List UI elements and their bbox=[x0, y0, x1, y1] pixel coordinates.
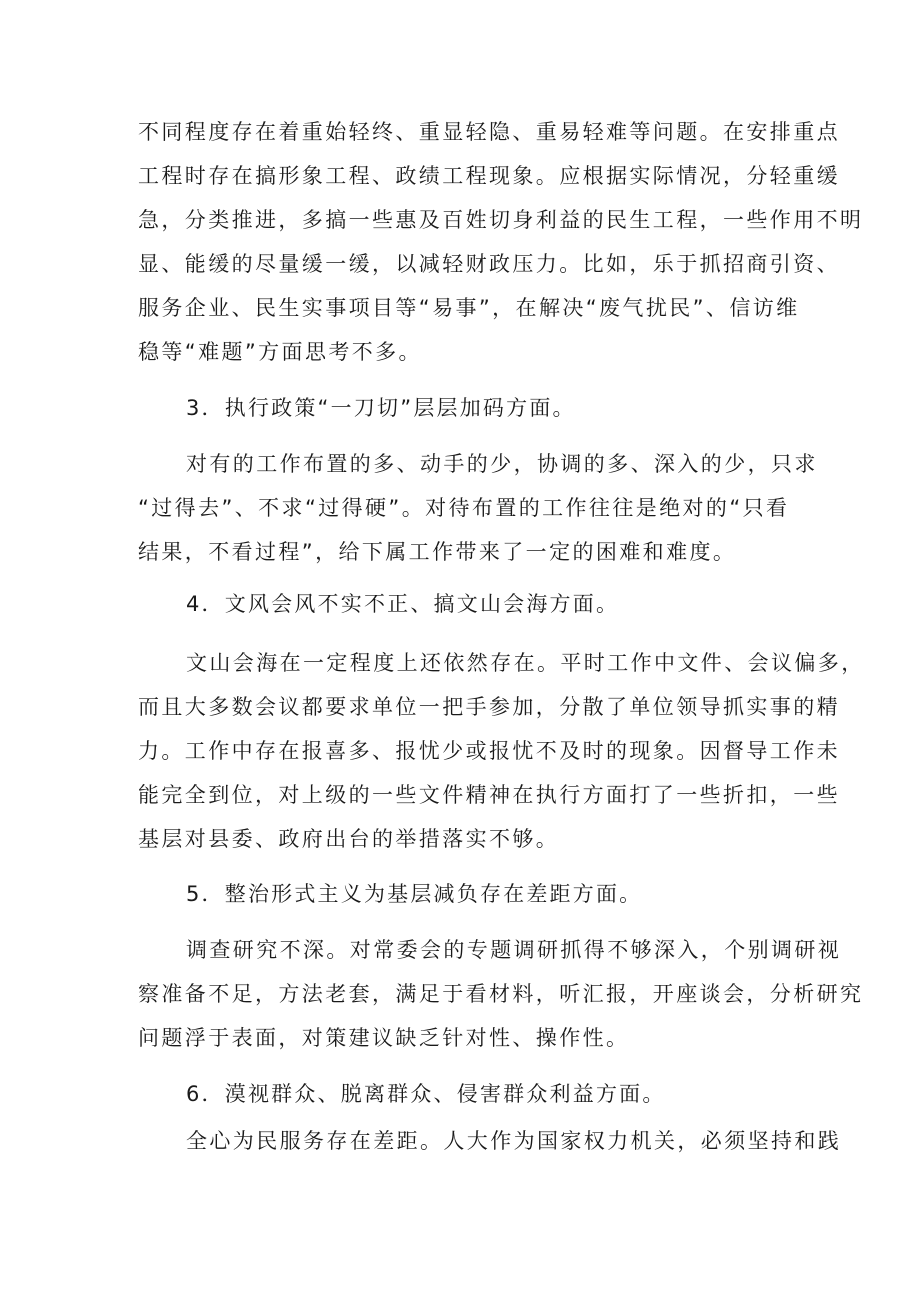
paragraph-line: 急，分类推进，多搞一些惠及百姓切身利益的民生工程，一些作用不明 bbox=[138, 208, 864, 232]
paragraph-line: 基层对县委、政府出台的举措落实不够。 bbox=[138, 827, 560, 851]
paragraph-line: “过得去”、不求“过得硬”。对待布置的工作往往是绝对的“只看 bbox=[138, 496, 790, 520]
section-heading-5: 5．整治形式主义为基层减负存在差距方面。 bbox=[186, 882, 643, 906]
section-heading-4: 4．文风会风不实不正、搞文山会海方面。 bbox=[186, 592, 620, 616]
paragraph-line: 对有的工作布置的多、动手的少，协调的多、深入的少，只求 bbox=[186, 452, 818, 476]
paragraph-line: 调查研究不深。对常委会的专题调研抓得不够深入，个别调研视 bbox=[186, 938, 842, 962]
paragraph-line: 问题浮于表面，对策建议缺乏针对性、操作性。 bbox=[138, 1026, 630, 1050]
paragraph-line: 显、能缓的尽量缓一缓，以减轻财政压力。比如，乐于抓招商引资、 bbox=[138, 252, 840, 276]
section-heading-6: 6．漠视群众、脱离群众、侵害群众利益方面。 bbox=[186, 1082, 666, 1106]
paragraph-line: 工程时存在搞形象工程、政绩工程现象。应根据实际情况，分轻重缓 bbox=[138, 164, 840, 188]
paragraph-line: 不同程度存在着重始轻终、重显轻隐、重易轻难等问题。在安排重点 bbox=[138, 120, 840, 144]
paragraph-line: 稳等“难题”方面思考不多。 bbox=[138, 340, 422, 364]
paragraph-line: 全心为民服务存在差距。人大作为国家权力机关，必须坚持和践 bbox=[186, 1129, 842, 1153]
paragraph-line: 能完全到位，对上级的一些文件精神在执行方面打了一些折扣，一些 bbox=[138, 783, 840, 807]
paragraph-line: 文山会海在一定程度上还依然存在。平时工作中文件、会议偏多， bbox=[186, 651, 865, 675]
paragraph-line: 结果，不看过程”，给下属工作带来了一定的困难和难度。 bbox=[138, 540, 737, 564]
paragraph-line: 察准备不足，方法老套，满足于看材料，听汇报，开座谈会，分析研究 bbox=[138, 982, 864, 1006]
paragraph-line: 力。工作中存在报喜多、报忧少或报忧不及时的现象。因督导工作未 bbox=[138, 739, 840, 763]
paragraph-line: 而且大多数会议都要求单位一把手参加，分散了单位领导抓实事的精 bbox=[138, 695, 840, 719]
paragraph-line: 服务企业、民生实事项目等“易事”，在解决“废气扰民”、信访维 bbox=[138, 296, 800, 320]
section-heading-3: 3．执行政策“一刀切”层层加码方面。 bbox=[186, 396, 576, 420]
